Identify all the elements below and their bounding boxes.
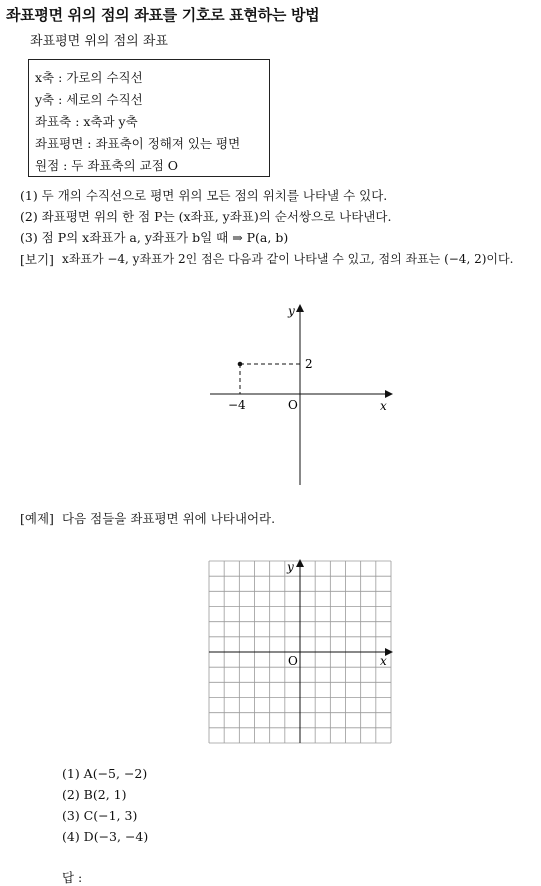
definition-box: [28, 59, 270, 177]
exercise-text: 다음 점들을 좌표평면 위에 나타내어라.: [62, 511, 276, 526]
example-point: [238, 362, 243, 367]
problem-3: (3) C(−1, 3): [62, 808, 138, 823]
definition-coordinate-plane: 좌표평면 : 좌표축이 정해져 있는 평면: [35, 136, 241, 151]
grid-x-axis-label: x: [380, 654, 387, 668]
example-y-tick-label: 2: [305, 357, 313, 371]
problem-2: (2) B(2, 1): [62, 787, 127, 802]
definition-origin: 원점 : 두 좌표축의 교점 O: [35, 158, 179, 173]
exercise-label: [예제]: [20, 511, 54, 526]
note-1: (1) 두 개의 수직선으로 평면 위의 모든 점의 위치를 나타낼 수 있다.: [20, 188, 388, 203]
problem-4: (4) D(−3, −4): [62, 829, 149, 844]
answer-label: 답 :: [62, 870, 83, 885]
definition-x-axis: x축 : 가로의 수직선: [35, 70, 143, 85]
example-x-axis-label: x: [380, 399, 387, 413]
grid-y-axis-label: y: [287, 560, 294, 574]
note-2: (2) 좌표평면 위의 한 점 P는 (x좌표, y좌표)의 순서쌍으로 나타낸다.: [20, 209, 392, 224]
definition-coordinate-axes: 좌표축 : x축과 y축: [35, 114, 138, 129]
example-origin-label: O: [288, 398, 298, 412]
page-title: 좌표평면 위의 점의 좌표를 기호로 표현하는 방법: [6, 6, 320, 24]
section-subtitle: 좌표평면 위의 점의 좌표: [30, 34, 168, 49]
note-3: (3) 점 P의 x좌표가 a, y좌표가 b일 때 ⇒ P(a, b): [20, 230, 289, 245]
problem-1: (1) A(−5, −2): [62, 766, 148, 781]
example-y-axis-label: y: [288, 304, 295, 318]
example-label: [보기]: [20, 252, 54, 267]
example-x-tick-label: −4: [228, 398, 246, 412]
grid-lines: [209, 561, 391, 743]
definition-y-axis: y축 : 세로의 수직선: [35, 92, 143, 107]
example-text: x좌표가 −4, y좌표가 2인 점은 다음과 같이 나타낼 수 있고, 점의 좌표는 (−4, 2)이다.: [62, 252, 514, 266]
grid-origin-label: O: [288, 654, 298, 668]
